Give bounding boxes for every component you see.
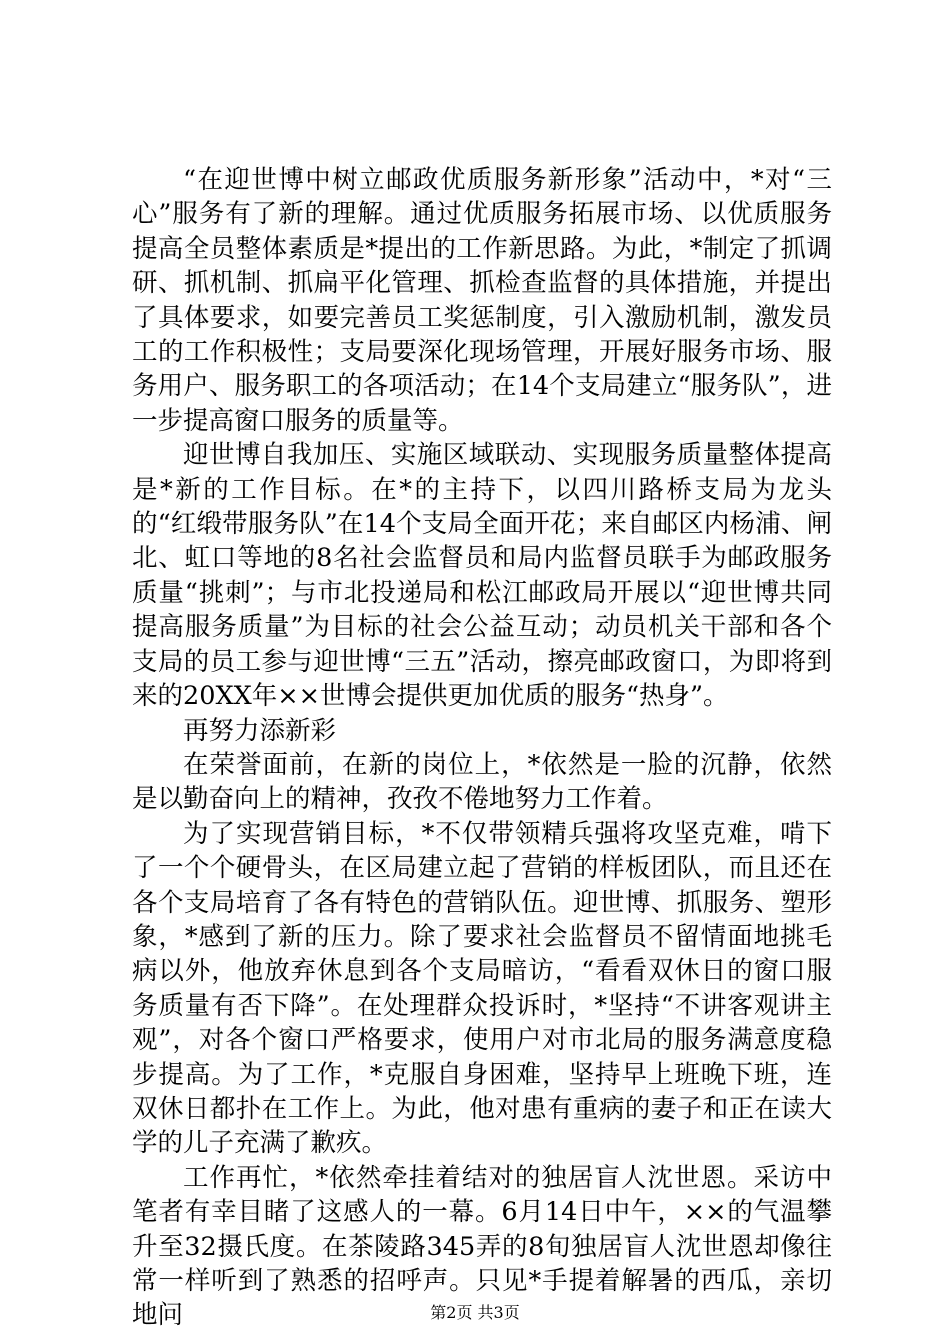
section-heading: 再努力添新彩 (183, 715, 337, 746)
paragraph-1: “在迎世博中树立邮政优质服务新形象”活动中，*对“三心”服务有了新的理解。通过优质服务拓展市场、以优质服务提高全员整体素质是*提出的工作新思路。为此，*制定了抓调研、抓机制、抓扁平化管理、抓检查监督的具体措施，并提出了具体要求，如要完善员工奖惩制度，引入激励机制，激发员工的工作积极性；支局要深化现场管理，开展好服务市场、服务用户、服务职工的各项活动；在14个支局建立“服务队”，进一步提高窗口服务的质量等。 (132, 165, 832, 436)
paragraph-4: 为了实现营销目标，*不仅带领精兵强将攻坚克难，啃下了一个个硬骨头，在区局建立起了营销的样板团队，而且还在各个支局培育了各有特色的营销队伍。迎世博、抓服务、塑形象，*感到了新的压力。除了要求社会监督员不留情面地挑毛病以外，他放弃休息到各个支局暗访，“看看双休日的窗口服务质量有否下降”。在处理群众投诉时，*坚持“不讲客观讲主观”，对各个窗口严格要求，使用户对市北局的服务满意度稳步提高。为了工作，*克服自身困难，坚持早上班晚下班，连双休日都扑在工作上。为此，他对患有重病的妻子和正在读大学的儿子充满了歉疚。 (132, 818, 832, 1159)
page-footer: 第2页 共3页 (430, 1303, 520, 1322)
paragraph-3: 在荣誉面前，在新的岗位上，*依然是一脸的沉静，依然是以勤奋向上的精神，孜孜不倦地努力工作着。 (132, 749, 832, 815)
document-body (132, 163, 832, 1333)
paragraph-2: 迎世博自我加压、实施区域联动、实现服务质量整体提高是*新的工作目标。在*的主持下，以四川路桥支局为龙头的“红缎带服务队”在14个支局全面开花；来自邮区内杨浦、闸北、虹口等地的8名社会监督员和局内监督员联手为邮政服务质量“挑刺”；与市北投递局和松江邮政局开展以“迎世博共同提高服务质量”为目标的社会公益互动；动员机关干部和各个支局的员工参与迎世博“三五”活动，擦亮邮政窗口，为即将到来的20XX年××世博会提供更加优质的服务“热身”。 (132, 440, 832, 712)
paragraph-5: 工作再忙，*依然牵挂着结对的独居盲人沈世恩。采访中笔者有幸目睹了这感人的一幕。6月14日中午，××的气温攀升至32摄氏度。在茶陵路345弄的8旬独居盲人沈世恩却像往常一样听到了熟悉的招呼声。只见*手提着解暑的西瓜，亲切地问 (132, 1162, 832, 1331)
